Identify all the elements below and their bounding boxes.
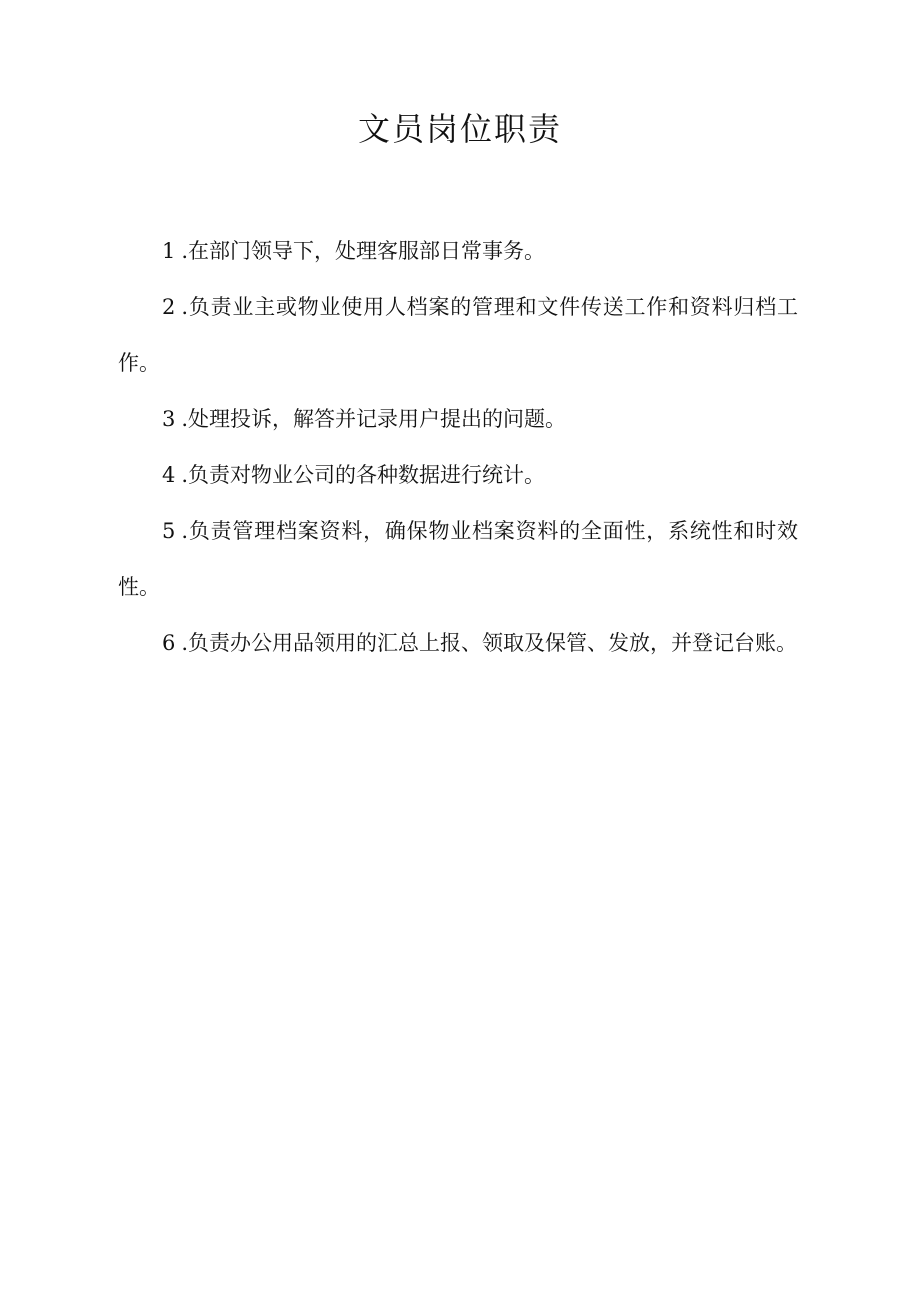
item-text: .负责办公用品领用的汇总上报、领取及保管、发放，并登记台账。 bbox=[181, 631, 798, 655]
page-title: 文员岗位职责 bbox=[357, 110, 562, 148]
list-item bbox=[118, 279, 798, 391]
item-number: 3 bbox=[162, 407, 176, 431]
item-number: 5 bbox=[162, 519, 176, 543]
list-item bbox=[118, 615, 798, 671]
item-number: 1 bbox=[162, 239, 176, 263]
item-number: 6 bbox=[162, 631, 176, 655]
item-text: .负责业主或物业使用人档案的管理和文件传送工作和资料归档工作。 bbox=[118, 295, 798, 375]
item-text: .处理投诉，解答并记录用户提出的问题。 bbox=[181, 407, 567, 431]
item-number: 4 bbox=[162, 463, 176, 487]
item-number: 2 bbox=[162, 295, 176, 319]
list-item bbox=[118, 503, 798, 615]
item-text: .在部门领导下，处理客服部日常事务。 bbox=[181, 239, 546, 263]
list-item bbox=[118, 223, 798, 279]
list-item bbox=[118, 391, 798, 447]
duty-list bbox=[118, 223, 798, 671]
list-item bbox=[118, 447, 798, 503]
item-text: .负责对物业公司的各种数据进行统计。 bbox=[181, 463, 546, 487]
item-text: .负责管理档案资料，确保物业档案资料的全面性，系统性和时效性。 bbox=[118, 519, 798, 599]
